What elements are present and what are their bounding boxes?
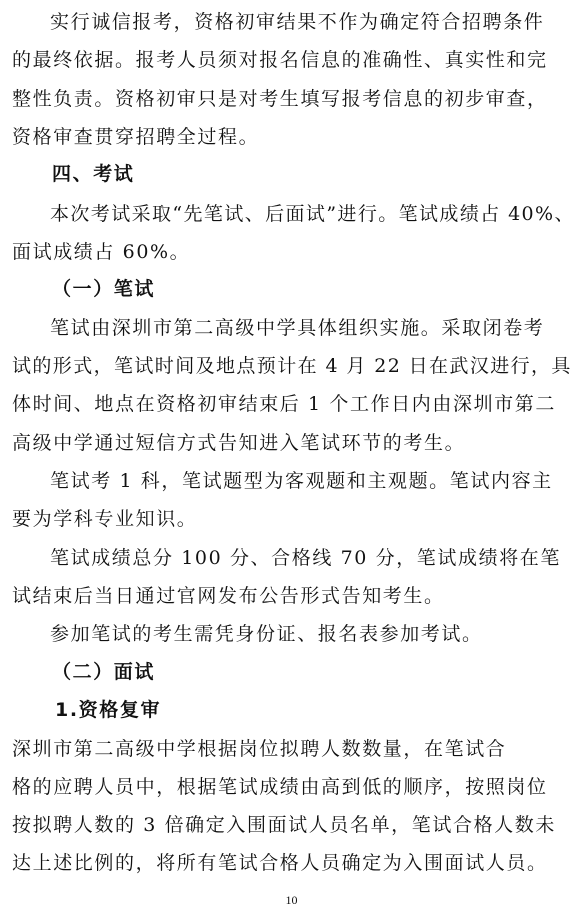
paragraph-line: 笔试成绩总分 100 分、合格线 70 分，笔试成绩将在笔	[50, 547, 562, 569]
paragraph-line: 深圳市第二高级中学根据岗位拟聘人数数量，在笔试合	[12, 738, 507, 760]
paragraph-line: 参加笔试的考生需凭身份证、报名表参加考试。	[50, 623, 483, 645]
paragraph-line: 整性负责。资格初审只是对考生填写报考信息的初步审查，	[12, 88, 548, 110]
paragraph-line: 按拟聘人数的 3 倍确定入围面试人员名单，笔试合格人数未	[12, 814, 556, 836]
paragraph-line: 笔试考 1 科，笔试题型为客观题和主观题。笔试内容主	[50, 470, 553, 492]
subsection-heading-interview: （二）面试	[52, 661, 156, 683]
paragraph-line: 要为学科专业知识。	[12, 508, 198, 530]
paragraph-line: 的最终依据。报考人员须对报名信息的准确性、真实性和完	[12, 49, 548, 71]
paragraph-line: 达上述比例的，将所有笔试合格人员确定为入围面试人员。	[12, 852, 548, 874]
paragraph-line: 笔试由深圳市第二高级中学具体组织实施。采取闭卷考	[50, 317, 545, 339]
paragraph-line: 高级中学通过短信方式告知进入笔试环节的考生。	[12, 432, 466, 454]
page-number: 10	[285, 893, 298, 907]
paragraph-line: 本次考试采取“先笔试、后面试”进行。笔试成绩占 40%、	[50, 203, 575, 225]
paragraph-line: 试的形式，笔试时间及地点预计在 4 月 22 日在武汉进行，具	[12, 355, 572, 377]
subsection-heading-written-exam: （一）笔试	[52, 278, 156, 300]
paragraph-line: 面试成绩占 60%。	[12, 241, 191, 263]
item-heading-qualification-review: 1.资格复审	[55, 699, 162, 721]
paragraph-line: 体时间、地点在资格初审结束后 1 个工作日内由深圳市第二	[12, 393, 556, 415]
paragraph-line: 格的应聘人员中，根据笔试成绩由高到低的顺序，按照岗位	[12, 776, 548, 798]
paragraph-line: 资格审查贯穿招聘全过程。	[12, 126, 260, 148]
section-heading-exam: 四、考试	[52, 163, 135, 185]
paragraph-line: 试结束后当日通过官网发布公告形式告知考生。	[12, 585, 445, 607]
paragraph-line: 实行诚信报考，资格初审结果不作为确定符合招聘条件	[50, 11, 545, 33]
